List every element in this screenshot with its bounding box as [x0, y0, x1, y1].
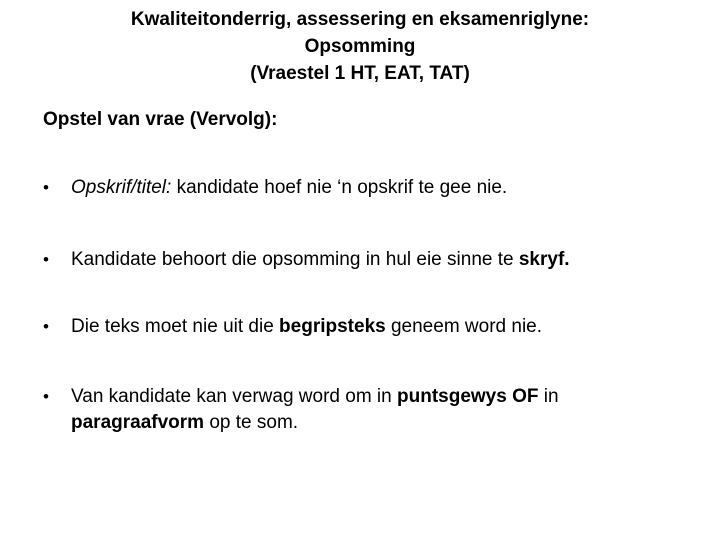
- bullet-text-part: geneem word nie.: [385, 316, 543, 337]
- bullet-item-own-words: [43, 247, 683, 273]
- bullet-text-part: Van kandidate kan verwag word om in: [71, 386, 397, 407]
- section-heading: Opstel van vrae (Vervolg):: [43, 109, 278, 130]
- bullet-text-part: Kandidate behoort die opsomming in hul eie sinne te: [71, 249, 519, 270]
- bullet-text: [71, 175, 683, 201]
- bullet-text-part: Die teks moet nie uit die: [71, 316, 280, 337]
- title-line-3: (Vraestel 1 HT, EAT, TAT): [250, 63, 470, 84]
- bullet-icon: •: [43, 178, 49, 197]
- bullet-emphasis: begripsteks: [279, 316, 386, 337]
- bullet-text-part: op te som.: [204, 412, 299, 433]
- slide-title: [60, 6, 660, 87]
- bullet-item-no-copying: [43, 314, 683, 340]
- bullet-item-format: [43, 384, 683, 436]
- bullet-text-part: .: [564, 249, 570, 270]
- bullet-text: [71, 384, 683, 436]
- title-line-1: Kwaliteitonderrig, assessering en eksamenriglyne:: [130, 9, 590, 30]
- bullet-emphasis: paragraafvorm: [71, 412, 205, 433]
- bullet-emphasis: skryf: [518, 249, 565, 270]
- bullet-icon: •: [43, 387, 49, 406]
- bullet-icon: •: [43, 317, 49, 336]
- bullet-text: [71, 247, 683, 273]
- bullet-item-heading-rule: [43, 175, 683, 201]
- bullet-emphasis: puntsgewys OF: [397, 386, 539, 407]
- bullet-text: [71, 314, 683, 340]
- bullet-text-part: in: [538, 386, 559, 407]
- bullet-text-part: kandidate hoef nie ‘n opskrif te gee nie.: [171, 177, 508, 198]
- title-line-2: Opsomming: [304, 36, 416, 57]
- bullet-term-italic: Opskrif/titel:: [71, 177, 172, 198]
- bullet-icon: •: [43, 250, 49, 269]
